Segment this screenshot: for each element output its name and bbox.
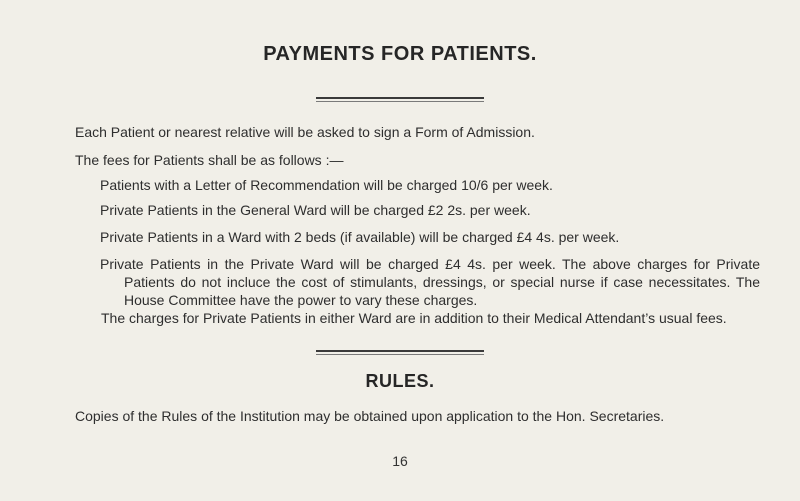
fee-item-general-ward: Private Patients in the General Ward will be charged £2 2s. per week. bbox=[100, 202, 531, 218]
rules-paragraph: Copies of the Rules of the Institution may be obtained upon application to the Hon. Secretaries. bbox=[75, 408, 665, 424]
title-divider bbox=[316, 97, 484, 99]
fees-intro-paragraph: The fees for Patients shall be as follows :— bbox=[75, 152, 344, 168]
rules-heading: RULES. bbox=[365, 371, 435, 391]
page-title: PAYMENTS FOR PATIENTS. bbox=[263, 43, 537, 65]
fee-item-private-ward: Private Patients in the Private Ward will be charged £4 4s. per week. The above charges for Private Patients do not incluce the cost of stimulants, dressings, or special nurse if case necessitates. The House Committee have the power to vary these charges. bbox=[100, 256, 760, 308]
fee-item-two-bed-ward: Private Patients in a Ward with 2 beds (if available) will be charged £4 4s. per week. bbox=[100, 229, 620, 245]
admission-paragraph: Each Patient or nearest relative will be asked to sign a Form of Admission. bbox=[75, 124, 535, 140]
section-divider bbox=[316, 350, 484, 352]
fee-item-recommendation: Patients with a Letter of Recommendation will be charged 10/6 per week. bbox=[100, 177, 553, 193]
page-number: 16 bbox=[392, 453, 408, 469]
attendant-fees-note: The charges for Private Patients in either Ward are in addition to their Medical Attendant’s usual fees. bbox=[101, 310, 727, 326]
